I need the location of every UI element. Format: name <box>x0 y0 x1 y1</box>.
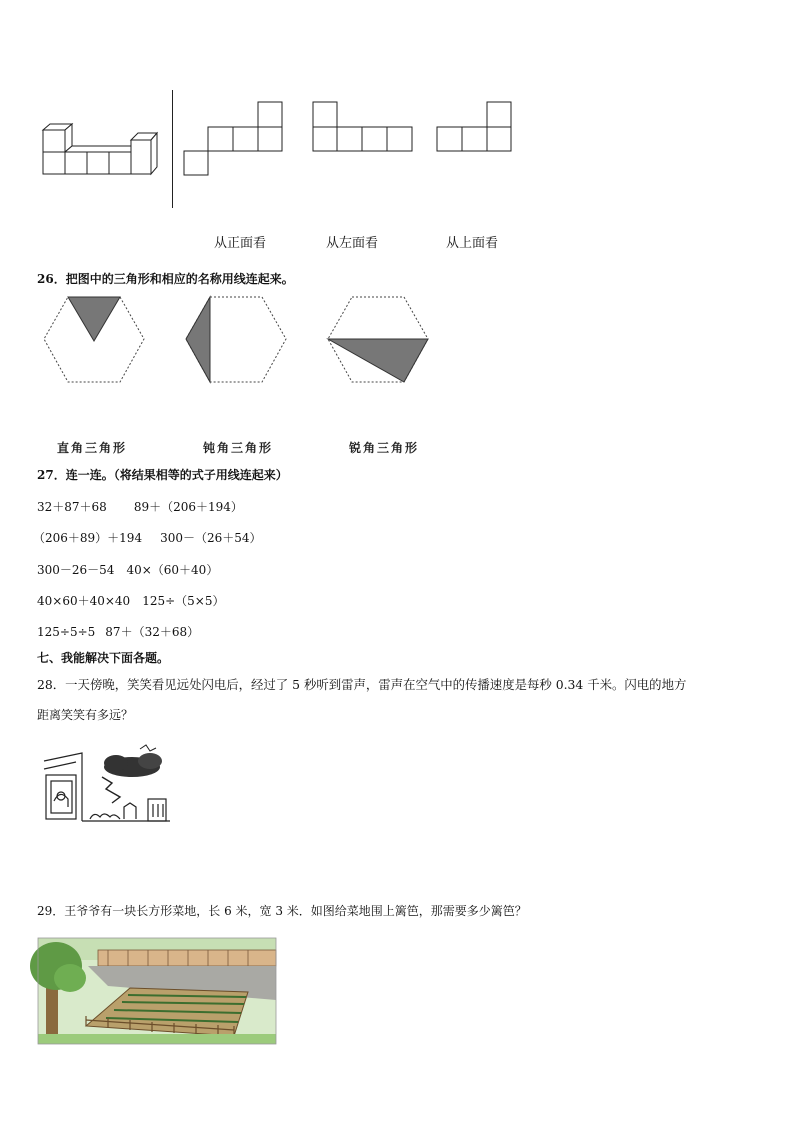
hexagon-right-triangle <box>42 295 146 385</box>
q27-right-2: 300－（26＋54） <box>160 531 262 545</box>
q27-row-3 <box>37 562 218 578</box>
q28-line-1: 28．一天傍晚，笑笑看见远处闪电后，经过了 5 秒听到雷声，雷声在空气中的传播速度是每秒 0.34 千米。闪电的地方 <box>37 677 687 692</box>
q27-row-1 <box>37 499 243 515</box>
q27-right-1: 89＋（206＋194） <box>133 500 243 514</box>
front-view-label: 从正面看 <box>214 236 267 251</box>
q27-row-2 <box>33 530 262 546</box>
q27-row-4 <box>37 593 225 609</box>
q27-right-3: 40×（60＋40） <box>126 563 219 577</box>
q27-left-1: 32＋87＋68 <box>37 500 107 514</box>
label-acute-triangle: 锐角三角形 <box>349 441 420 455</box>
q29-text: 29．王爷爷有一块长方形菜地，长 6 米，宽 3 米．如图给菜地围上篱笆，那需要多少篱笆？ <box>37 904 527 918</box>
q27-right-5: 87＋（32＋68） <box>105 625 200 639</box>
q27-right-4: 125÷（5×5） <box>142 594 225 608</box>
q26-title: 26．把图中的三角形和相应的名称用线连起来。 <box>37 272 294 286</box>
label-right-triangle: 直角三角形 <box>57 441 128 455</box>
top-view-label: 从上面看 <box>446 236 499 251</box>
q27-left-3: 300－26－54 <box>37 563 115 577</box>
hexagon-acute-triangle <box>326 295 430 385</box>
divider-line <box>172 90 173 208</box>
vegetable-garden-illustration <box>38 938 276 1044</box>
q27-left-2: （206＋89）＋194 <box>33 531 143 545</box>
hexagon-obtuse-triangle <box>184 295 288 385</box>
q27-row-5 <box>37 624 199 640</box>
q27-left-5: 125÷5÷5 <box>37 625 96 639</box>
left-view-drawing <box>312 100 422 160</box>
left-view-label: 从左面看 <box>326 236 379 251</box>
q27-title: 27．连一连。（将结果相等的式子用线连起来） <box>37 468 288 482</box>
cube-solid-figure <box>40 120 160 180</box>
lightning-illustration <box>42 741 172 823</box>
label-obtuse-triangle: 钝角三角形 <box>203 441 274 455</box>
top-view-drawing <box>436 100 526 160</box>
front-view-drawing <box>183 100 283 180</box>
q27-left-4: 40×60＋40×40 <box>37 594 131 608</box>
section7-title: 七、我能解决下面各题。 <box>37 651 170 665</box>
q28-line-2: 距离笑笑有多远？ <box>37 708 134 722</box>
